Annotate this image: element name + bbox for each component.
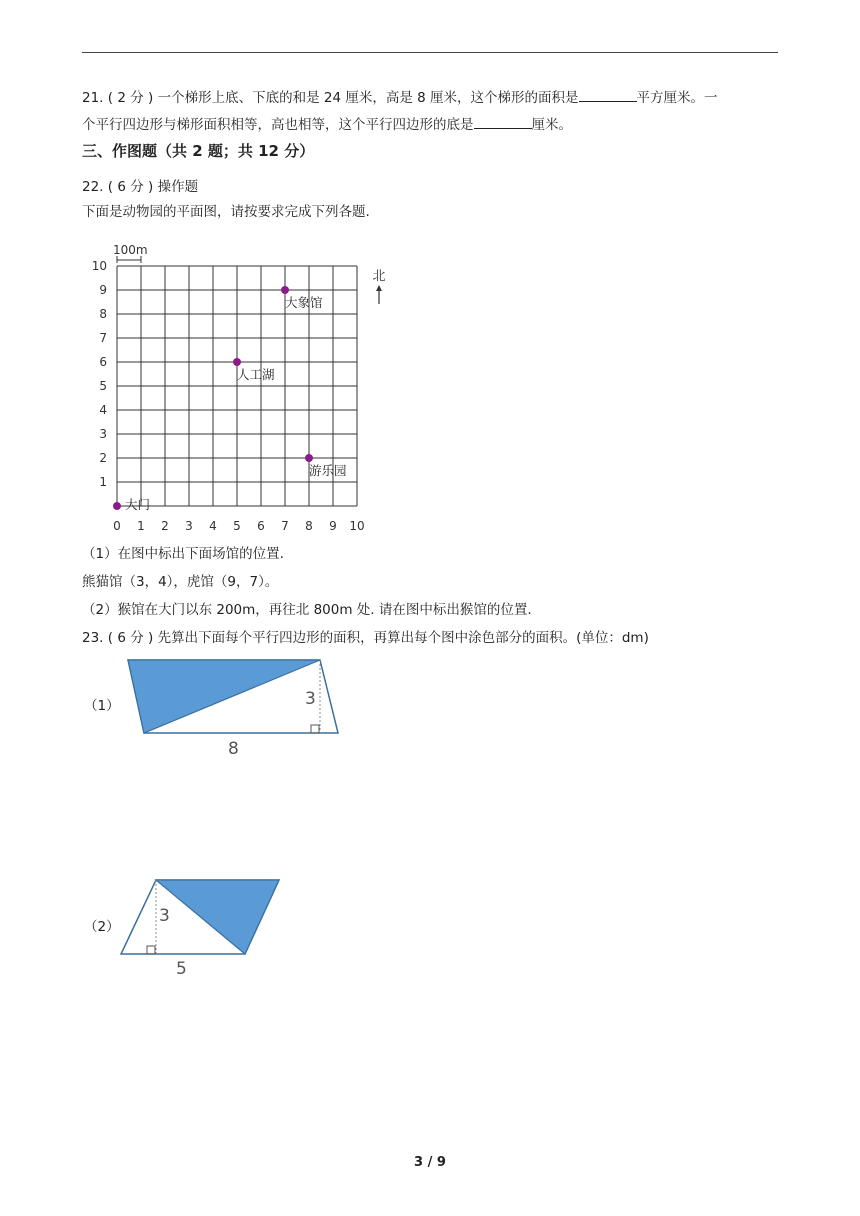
fig2-base-label: 5 — [176, 959, 187, 976]
map-point — [233, 358, 241, 366]
x-tick-label: 0 — [113, 519, 121, 533]
x-tick-label: 9 — [329, 519, 337, 533]
map-point — [281, 286, 289, 294]
header-rule — [82, 52, 778, 53]
page-number: 3 / 9 — [414, 1155, 446, 1170]
fig2-height-label: 3 — [159, 906, 170, 926]
x-tick-label: 7 — [281, 519, 289, 533]
north-arrow-head-icon — [376, 285, 382, 291]
q23-score: ( 6 分 ) — [107, 630, 154, 646]
y-tick-label: 1 — [99, 475, 107, 489]
parallelogram-figure-2 — [116, 876, 286, 976]
section3-title: 三、作图题（共 2 题；共 12 分） — [82, 142, 315, 160]
x-tick-label: 10 — [349, 519, 365, 533]
q21-answer-blank-2[interactable] — [474, 115, 532, 129]
fig1-label: （1） — [84, 698, 120, 714]
q22-sub1: （1）在图中标出下面场馆的位置. — [82, 546, 284, 562]
q22-number: 22. — [82, 179, 104, 195]
q22-sub1b: 熊猫馆（3，4），虎馆（9，7）。 — [82, 574, 279, 590]
q21-text-3: 个平行四边形与梯形面积相等，高也相等，这个平行四边形的底是 — [82, 117, 474, 133]
q22-title: 操作题 — [157, 179, 199, 195]
q23-text: 先算出下面每个平行四边形的面积，再算出每个图中涂色部分的面积。(单位：dm) — [157, 630, 649, 646]
x-tick-label: 2 — [161, 519, 169, 533]
fig1-base-label: 8 — [228, 739, 239, 759]
q22-intro: 下面是动物园的平面图，请按要求完成下列各题. — [82, 204, 370, 220]
y-tick-label: 9 — [99, 283, 107, 297]
q21-text-4: 厘米。 — [531, 117, 572, 133]
scale-label: 100m — [113, 243, 148, 257]
y-tick-label: 3 — [99, 427, 107, 441]
north-label: 北 — [372, 269, 386, 284]
map-place-label: 游乐园 — [309, 463, 347, 478]
x-tick-label: 4 — [209, 519, 217, 533]
y-tick-label: 7 — [99, 331, 107, 345]
map-place-label: 人工湖 — [237, 367, 275, 382]
q22-sub2: （2）猴馆在大门以东 200m，再往北 800m 处. 请在图中标出猴馆的位置. — [82, 602, 532, 618]
parallelogram-figure-1 — [120, 656, 350, 762]
y-tick-label: 8 — [99, 307, 107, 321]
x-tick-label: 1 — [137, 519, 145, 533]
map-point — [305, 454, 313, 462]
fig1-height-label: 3 — [305, 689, 316, 709]
fig2-label: （2） — [84, 919, 120, 935]
q23-number: 23. — [82, 630, 104, 646]
map-place-label: 大门 — [125, 497, 151, 512]
x-tick-label: 3 — [185, 519, 193, 533]
map-point — [113, 502, 121, 510]
map-place-label: 大象馆 — [285, 295, 323, 310]
x-tick-label: 6 — [257, 519, 265, 533]
q21-line2 — [82, 115, 572, 134]
x-tick-label: 5 — [233, 519, 241, 533]
y-tick-label: 6 — [99, 355, 107, 369]
q23-heading — [82, 629, 649, 647]
q21-answer-blank-1[interactable] — [579, 88, 637, 102]
y-tick-label: 2 — [99, 451, 107, 465]
q21-text-1: 一个梯形上底、下底的和是 24 厘米，高是 8 厘米，这个梯形的面积是 — [157, 90, 579, 106]
q22-score: ( 6 分 ) — [107, 179, 154, 195]
q21-score: ( 2 分 ) — [107, 90, 154, 106]
q21-text-2: 平方厘米。一 — [636, 90, 718, 106]
x-tick-label: 8 — [305, 519, 313, 533]
q21-line1 — [82, 88, 718, 107]
q22-heading — [82, 178, 198, 196]
q21-number: 21. — [82, 90, 104, 106]
y-tick-label: 4 — [99, 403, 107, 417]
y-tick-label: 10 — [91, 259, 107, 273]
zoo-map — [82, 238, 402, 538]
y-tick-label: 5 — [99, 379, 107, 393]
